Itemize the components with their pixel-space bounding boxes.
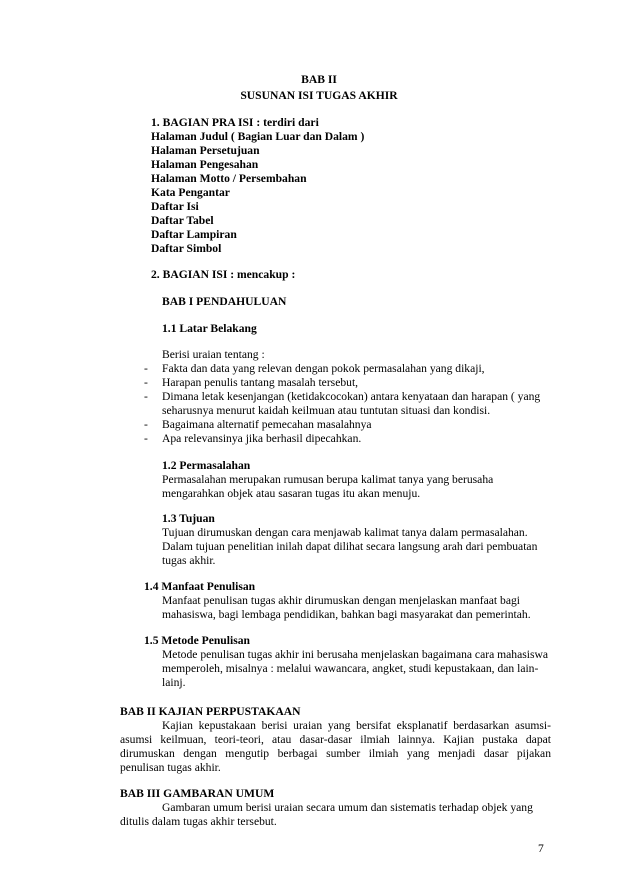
section-1-3-title: 1.3 Tujuan	[162, 512, 215, 525]
bullet-dash: -	[144, 418, 148, 431]
bullet-item: Fakta dan data yang relevan dengan pokok permasalahan yang dikaji,	[162, 362, 485, 375]
pra-isi-item: Halaman Persetujuan	[151, 144, 260, 157]
bab2-title: BAB II KAJIAN PERPUSTAKAAN	[120, 705, 301, 718]
section-1-5-text: memperoleh, misalnya : melalui wawancara, angket, studi kepustakaan, dan lain-	[162, 662, 539, 675]
pra-isi-item: Kata Pengantar	[151, 186, 230, 199]
chapter-number: BAB II	[301, 73, 337, 86]
bab2-text: Kajian kepustakaan berisi uraian yang bersifat eksplanatif berdasarkan asumsi-	[162, 719, 551, 732]
bab1-title: BAB I PENDAHULUAN	[162, 295, 287, 308]
section-1-4-title: 1.4 Manfaat Penulisan	[144, 580, 256, 593]
bullet-item: Dimana letak kesenjangan (ketidakcocokan) antara kenyataan dan harapan ( yang	[162, 390, 541, 403]
bullet-dash: -	[144, 390, 148, 403]
section-1-2-text: Permasalahan merupakan rumusan berupa kalimat tanya yang berusaha	[162, 473, 494, 486]
section-1-3-text: tugas akhir.	[162, 554, 216, 567]
pra-isi-item: Daftar Lampiran	[151, 228, 237, 241]
section-1-3-text: Dalam tujuan penelitian inilah dapat dilihat secara langsung arah dari pembuatan	[162, 540, 538, 553]
section-1-2-text: mengarahkan objek atau sasaran tugas itu akan menuju.	[162, 487, 421, 500]
bab3-text: Gambaran umum berisi uraian secara umum dan sistematis terhadap objek yang	[162, 801, 533, 814]
section-1-5-title: 1.5 Metode Penulisan	[144, 634, 250, 647]
bullet-dash: -	[144, 376, 148, 389]
bullet-dash: -	[144, 432, 148, 445]
bullet-item: Apa relevansinya jika berhasil dipecahkan.	[162, 432, 362, 445]
bullet-dash: -	[144, 362, 148, 375]
pra-isi-item: Halaman Pengesahan	[151, 158, 259, 171]
chapter-title: SUSUNAN ISI TUGAS AKHIR	[240, 89, 398, 102]
section-1-5-text: lainj.	[162, 676, 186, 689]
bab2-text: dirumuskan dengan mengutip berbagai sumber ilmiah yang menjadi dasar pijakan	[120, 747, 551, 760]
bullet-item-continued: seharusnya menurut kaidah keilmuan atau tuntutan situasi dan kondisi.	[162, 404, 491, 417]
page-number: 7	[538, 842, 544, 855]
section-1-5-text: Metode penulisan tugas akhir ini berusaha menjelaskan bagaimana cara mahasiswa	[162, 648, 548, 661]
bab3-text: ditulis dalam tugas akhir tersebut.	[120, 815, 277, 828]
section-1-1-intro: Berisi uraian tentang :	[162, 348, 265, 361]
pra-isi-item: Daftar Isi	[151, 200, 199, 213]
bab2-text: asumsi keilmuan, teori-teori, atau dasar-dasar ilmiah lainnya. Kajian pustaka dapat	[120, 733, 551, 746]
section-1-4-text: mahasiswa, bagi lembaga pendidikan, bahkan bagi masyarakat dan pemerintah.	[162, 608, 531, 621]
bab2-text: penulisan tugas akhir.	[120, 761, 221, 774]
pra-isi-item: Halaman Motto / Persembahan	[151, 172, 307, 185]
pra-isi-item: Halaman Judul ( Bagian Luar dan Dalam )	[151, 130, 365, 143]
isi-heading: 2. BAGIAN ISI : mencakup :	[151, 268, 296, 281]
section-1-1-title: 1.1 Latar Belakang	[162, 322, 257, 335]
section-1-4-text: Manfaat penulisan tugas akhir dirumuskan dengan menjelaskan manfaat bagi	[162, 594, 521, 607]
pra-isi-heading: 1. BAGIAN PRA ISI : terdiri dari	[151, 116, 319, 129]
bullet-item: Bagaimana alternatif pemecahan masalahnya	[162, 418, 372, 431]
pra-isi-item: Daftar Tabel	[151, 214, 214, 227]
section-1-3-text: Tujuan dirumuskan dengan cara menjawab kalimat tanya dalam permasalahan.	[162, 526, 528, 539]
pra-isi-item: Daftar Simbol	[151, 242, 222, 255]
bab3-title: BAB III GAMBARAN UMUM	[120, 787, 275, 800]
section-1-2-title: 1.2 Permasalahan	[162, 459, 251, 472]
bullet-item: Harapan penulis tantang masalah tersebut,	[162, 376, 359, 389]
